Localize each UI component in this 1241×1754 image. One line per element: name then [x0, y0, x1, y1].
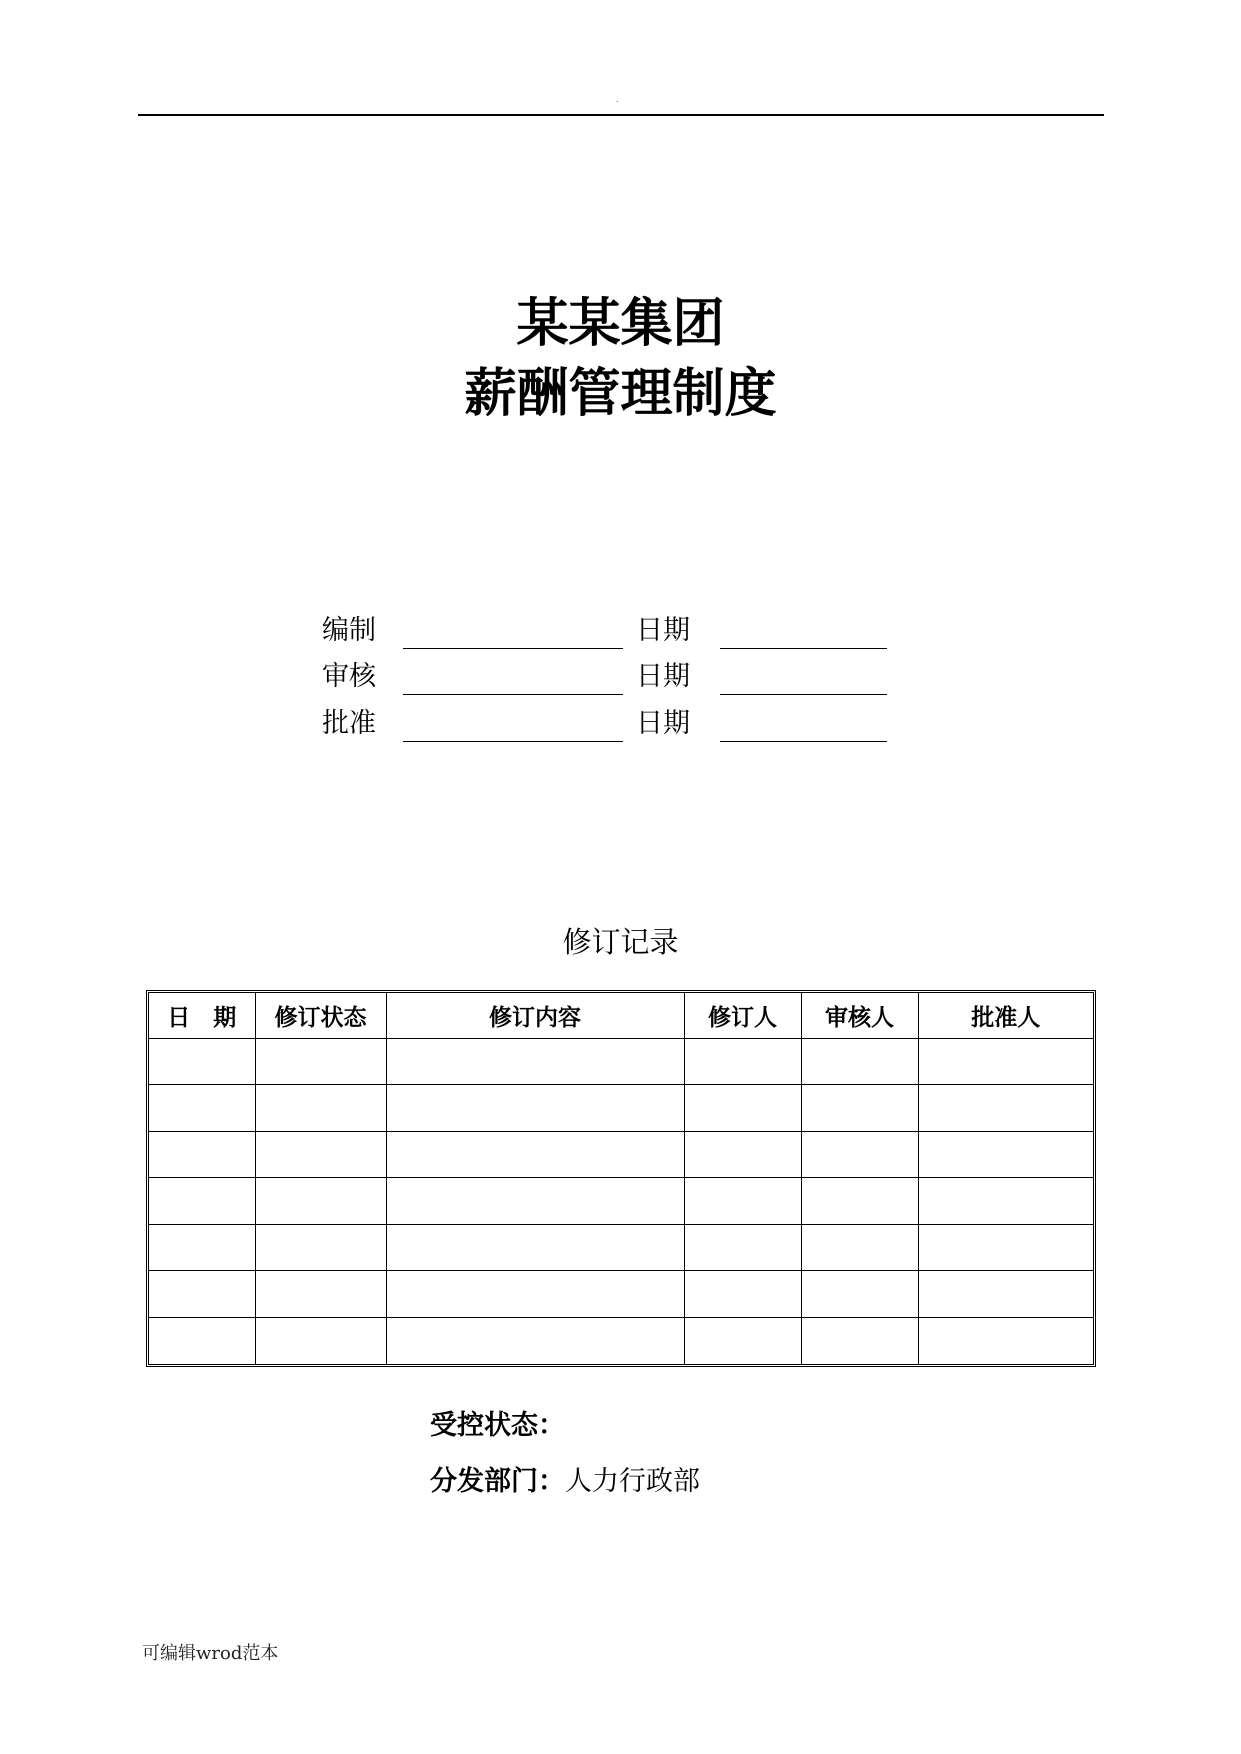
revision-cell[interactable]: [801, 1178, 918, 1225]
revision-row: [149, 1131, 1093, 1178]
revision-cell[interactable]: [255, 1131, 386, 1178]
revision-row: [149, 1085, 1093, 1132]
revision-header-row: [149, 993, 1093, 1038]
distribution-department: [430, 1462, 700, 1502]
revision-cell[interactable]: [801, 1085, 918, 1132]
revision-row: [149, 1038, 1093, 1085]
footer-note: 可编辑wrod范本: [142, 1643, 279, 1664]
revision-table: [146, 990, 1096, 1367]
column-header-approver: 批准人: [918, 993, 1093, 1038]
signoff-name-line[interactable]: [403, 694, 623, 695]
revision-cell[interactable]: [684, 1085, 801, 1132]
column-header-status: 修订状态: [255, 993, 386, 1038]
revision-cell[interactable]: [149, 1131, 255, 1178]
revision-cell[interactable]: [255, 1178, 386, 1225]
distribution-value: 人力行政部: [565, 1466, 700, 1497]
revision-cell[interactable]: [149, 1038, 255, 1085]
revision-cell[interactable]: [684, 1317, 801, 1364]
revision-cell[interactable]: [918, 1178, 1093, 1225]
revision-cell[interactable]: [149, 1224, 255, 1271]
revision-cell[interactable]: [255, 1271, 386, 1318]
revision-cell[interactable]: [801, 1224, 918, 1271]
column-header-date: 日 期: [149, 993, 255, 1038]
revision-cell[interactable]: [386, 1224, 684, 1271]
revision-cell[interactable]: [684, 1038, 801, 1085]
revision-cell[interactable]: [684, 1131, 801, 1178]
revision-cell[interactable]: [801, 1131, 918, 1178]
signoff-label: 编制: [322, 615, 376, 646]
signoff-name-line[interactable]: [403, 648, 623, 649]
revision-cell[interactable]: [255, 1038, 386, 1085]
signoff-date-line[interactable]: [720, 741, 887, 742]
revision-cell[interactable]: [149, 1317, 255, 1364]
control-status-label: 受控状态：: [430, 1410, 565, 1441]
revision-cell[interactable]: [386, 1317, 684, 1364]
signoff-name-line[interactable]: [403, 741, 623, 742]
revision-row: [149, 1271, 1093, 1318]
revision-cell[interactable]: [801, 1271, 918, 1318]
revision-cell[interactable]: [255, 1317, 386, 1364]
signoff-row-compiled: [322, 611, 922, 651]
company-title: 某某集团: [516, 294, 725, 354]
revision-cell[interactable]: [684, 1224, 801, 1271]
revision-cell[interactable]: [255, 1224, 386, 1271]
revision-cell[interactable]: [255, 1085, 386, 1132]
header-rule: [138, 114, 1104, 116]
revision-cell[interactable]: [386, 1178, 684, 1225]
revision-cell[interactable]: [386, 1085, 684, 1132]
signoff-row-approved: [322, 704, 922, 744]
revision-cell[interactable]: [918, 1038, 1093, 1085]
control-status: [430, 1406, 565, 1446]
revision-cell[interactable]: [801, 1317, 918, 1364]
revision-cell[interactable]: [386, 1131, 684, 1178]
signoff-date-label: 日期: [636, 661, 690, 692]
revision-heading: 修订记录: [562, 925, 679, 959]
signoff-row-reviewed: [322, 657, 922, 697]
signoff-date-label: 日期: [636, 708, 690, 739]
revision-cell[interactable]: [684, 1178, 801, 1225]
revision-cell[interactable]: [149, 1271, 255, 1318]
column-header-reviser: 修订人: [684, 993, 801, 1038]
signoff-date-line[interactable]: [720, 694, 887, 695]
revision-cell[interactable]: [918, 1131, 1093, 1178]
signoff-label: 审核: [322, 661, 376, 692]
revision-cell[interactable]: [386, 1271, 684, 1318]
column-header-content: 修订内容: [386, 993, 684, 1038]
revision-cell[interactable]: [801, 1038, 918, 1085]
revision-cell[interactable]: [918, 1317, 1093, 1364]
revision-cell[interactable]: [918, 1224, 1093, 1271]
revision-row: [149, 1224, 1093, 1271]
signoff-label: 批准: [322, 708, 376, 739]
revision-cell[interactable]: [149, 1178, 255, 1225]
signoff-date-label: 日期: [636, 615, 690, 646]
revision-cell[interactable]: [149, 1085, 255, 1132]
revision-row: [149, 1178, 1093, 1225]
revision-row: [149, 1317, 1093, 1364]
distribution-label: 分发部门：: [430, 1466, 565, 1497]
revision-cell[interactable]: [386, 1038, 684, 1085]
revision-cell[interactable]: [918, 1085, 1093, 1132]
header-mark: .: [616, 95, 619, 104]
signoff-date-line[interactable]: [720, 648, 887, 649]
revision-cell[interactable]: [918, 1271, 1093, 1318]
document-title: 薪酬管理制度: [464, 364, 777, 424]
column-header-reviewer: 审核人: [801, 993, 918, 1038]
revision-cell[interactable]: [684, 1271, 801, 1318]
